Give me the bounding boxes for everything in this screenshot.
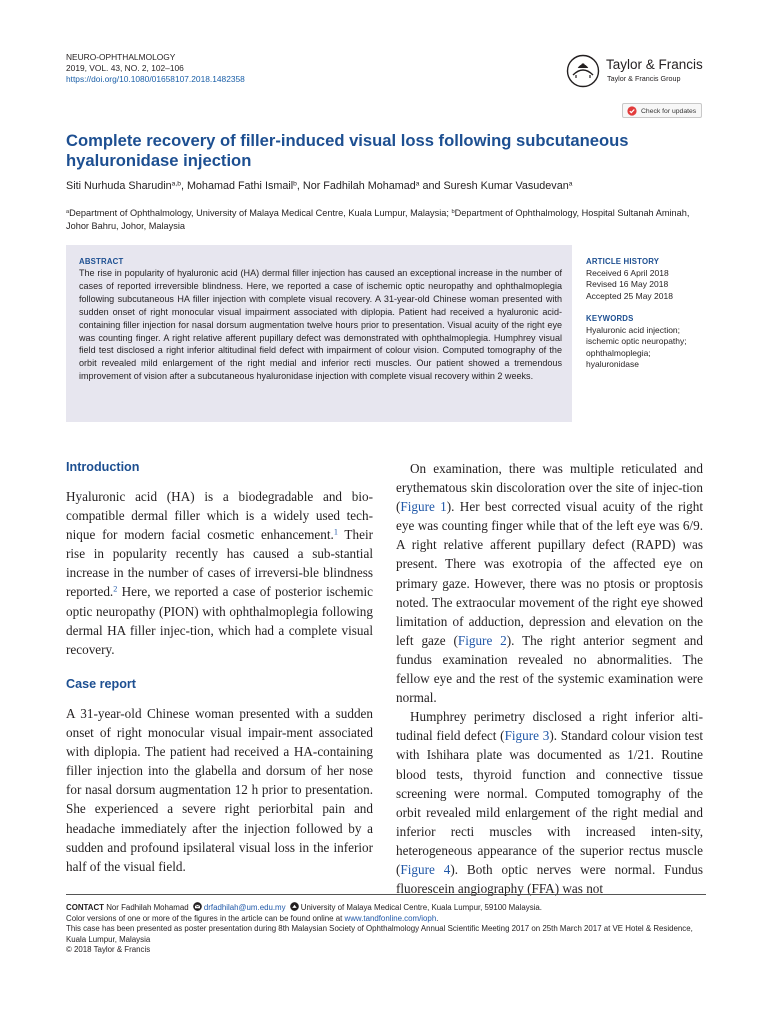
check-updates-label: Check for updates: [641, 108, 697, 115]
journal-name: NEURO-OPHTHALMOLOGY: [66, 52, 176, 62]
keyword-item: ophthalmoplegia;: [586, 347, 651, 358]
color-note-text: .: [436, 913, 439, 923]
keyword-item: hyaluronidase: [586, 359, 639, 370]
author-separator: ,: [180, 180, 187, 192]
footer-notes: [66, 902, 706, 956]
reference-1-link[interactable]: 1: [333, 527, 338, 537]
exam-text: ). The right anterior segment and fundus examination revealed no abnormalities. The fellow eye and the rest of the systemic examination were normal.: [396, 632, 703, 706]
right-column-text: [396, 459, 703, 898]
affiliation-mark: b: [451, 208, 455, 215]
case-report-text: A 31-year-old Chinese woman presented with a sudden onset of right monocular visual impair-ment associated with diplopia. The patient had received a HA-containing filler injection into the glabella and dorsum of her nose for nasal dorsum augmentation 12 h prior to presentation. She experienced a severe right periorbital pain and headache immediately after the injection followed by a sudden and profound ipsilateral visual loss in the inferior half of the visual field.: [66, 706, 373, 874]
revised-date: Revised 16 May 2018: [586, 279, 669, 290]
doi-link[interactable]: https://doi.org/10.1080/01658107.2018.1482358: [66, 74, 245, 84]
volume-line: 2019, VOL. 43, NO. 2, 102–106: [66, 63, 184, 73]
publisher-group: Taylor & Francis Group: [607, 74, 681, 83]
contact-address: University of Malaya Medical Centre, Kuala Lumpur, 59100 Malaysia.: [300, 903, 542, 912]
email-icon: [193, 902, 202, 911]
affiliation-mark: a: [66, 208, 70, 215]
intro-text: Here, we reported a case of posterior ischemic optic neuropathy (PION) with ophthalmoplegia following dermal HA filler injec-tion, which had a complete visual recovery.: [66, 584, 373, 657]
copyright: © 2018 Taylor & Francis: [66, 945, 151, 955]
author-list: [66, 180, 706, 192]
author-name: Nor Fadhilah Mohamad: [302, 180, 416, 192]
intro-text: Their rise in popularity recently has caused a sub-stantial increase in the number of cases of irreversi-ble blindness reported.: [66, 527, 373, 600]
introduction-heading: Introduction: [66, 460, 140, 474]
exam-text: ). Her best corrected visual acuity of the right eye was counting finger while that of the left eye was 6/9. A right relative afferent pupillary defect (RAPD) was present. There was exotropia of the affected eye on primary gaze. However, there was no ptosis or proptosis noted. The extraocular movement of the right eye showed limitation of adduction, depression and elevation on the left gaze (: [396, 499, 703, 648]
contact-name: Nor Fadhilah Mohamad: [106, 903, 189, 912]
footer-divider: [66, 894, 706, 895]
contact-email-link[interactable]: drfadhilah@um.edu.my: [203, 903, 286, 912]
author-separator: ,: [296, 180, 303, 192]
publisher-name: Taylor & Francis: [606, 57, 703, 72]
keywords-list: [586, 325, 706, 371]
affiliation-b: Department of Ophthalmology, Hospital Sultanah Aminah, Johor Bahru, Johor, Malaysia: [66, 208, 690, 231]
publisher-logo: [566, 54, 716, 88]
check-for-updates-button[interactable]: [622, 103, 702, 118]
contact-line: [66, 902, 706, 914]
figure-1-link[interactable]: Figure 1: [400, 499, 447, 515]
journal-website-link[interactable]: www.tandfonline.com/ioph: [344, 913, 437, 923]
abstract-text: The rise in popularity of hyaluronic acid (HA) dermal filler injection has caused an exceptional increase in the number of cases of reported irreversible blindness. Here, we reported a case of ischemic optic neuropathy and ophthalmoplegia following subcutaneous HA filler injection with complete visual recovery. A 31-year-old Chinese woman presented with sudden onset of right monocular visual impairment associated with diplopia. Patient had received a hyaluronic acid-containing filler injection for nasal dorsum augmentation twelve hours prior to presentation. Visual acuity of the right eye was counting finger. A right relative afferent pupillary defect was demonstrated with ophthalmoplegia. Humphrey visual field test disclosed a right inferior altitudinal field defect with impairment of colour vision. Computed tomography of the orbit revealed mild enlargement of the right medial and inferior recti muscles. Our patient showed a tremendous improvement of vision after a subcutaneous hyaluronidase injection with complete visual recovery within 2 weeks.: [79, 268, 562, 382]
exam-text: On examination, there was multiple reticulated and erythematous skin discoloration over the site of injec-tion (: [396, 461, 703, 515]
perimetry-text: ). Standard colour vision test with Ishihara plate was documented as 1/21. Routine blood tests, thyroid function and connective tissue screening were normal. Computed tomography of the orbit revealed mild enlargement of the right medial and inferior recti muscles with increased inten-sity, heterogeneous appearance of the superior rectus muscle (: [396, 728, 703, 877]
check-updates-icon: [627, 106, 637, 116]
intro-text: Hyaluronic acid (HA) is a biodegradable and bio-compatible dermal filler which is a widely used tech-nique for modern facial cosmetic enhancement.: [66, 489, 373, 543]
abstract-heading: ABSTRACT: [79, 257, 124, 266]
author-affiliation-mark: a: [568, 180, 573, 188]
author-name: Suresh Kumar Vasudevan: [443, 180, 569, 192]
figure-3-link[interactable]: Figure 3: [504, 728, 550, 744]
author-separator: and: [419, 180, 444, 192]
perimetry-text: Humphrey perimetry disclosed a right inferior alti-tudinal field defect (: [396, 709, 703, 744]
color-note: [66, 914, 706, 925]
author-name: Siti Nurhuda Sharudin: [66, 180, 172, 192]
article-title: Complete recovery of filler-induced visual loss following subcutaneous hyaluronidase injection: [66, 131, 629, 170]
publisher-emblem-icon: [566, 54, 600, 88]
author-affiliation-mark: a,b: [171, 180, 181, 188]
keyword-item: Hyaluronic acid injection;: [586, 325, 681, 335]
address-icon: [290, 902, 299, 911]
affiliations: [66, 207, 706, 232]
author-affiliation-mark: a: [415, 180, 420, 188]
article-history-heading: ARTICLE HISTORY: [586, 257, 660, 266]
received-date: Received 6 April 2018: [586, 268, 669, 278]
keyword-item: ischemic optic neuropathy;: [586, 336, 687, 347]
introduction-paragraph: [66, 487, 373, 659]
perimetry-text: ). Both optic nerves were normal. Fundus fluorescein angiography (FFA) was not: [396, 861, 703, 897]
case-report-heading: Case report: [66, 677, 136, 691]
accepted-date: Accepted 25 May 2018: [586, 290, 673, 301]
keywords-heading: KEYWORDS: [586, 314, 634, 323]
case-report-paragraph: [66, 704, 373, 876]
figure-4-link[interactable]: Figure 4: [400, 861, 451, 877]
author-affiliation-mark: b: [293, 180, 297, 188]
poster-note: This case has been presented as poster presentation during 8th Malaysian Society of Ophthalmology Annual Scientific Meeting 2017 on 25th March 2017 at VE Hotel & Residence, Kuala Lumpur, Malaysia: [66, 924, 693, 944]
reference-2-link[interactable]: 2: [113, 584, 118, 594]
color-note-text: Color versions of one or more of the figures in the article can be found online at: [66, 913, 345, 923]
article-history: [586, 268, 706, 302]
author-name: Mohamad Fathi Ismail: [186, 180, 294, 192]
contact-label: CONTACT: [66, 903, 104, 912]
figure-2-link[interactable]: Figure 2: [457, 632, 507, 648]
affiliation-a: Department of Ophthalmology, University of Malaya Medical Centre, Kuala Lumpur, Malaysia;: [69, 208, 452, 218]
